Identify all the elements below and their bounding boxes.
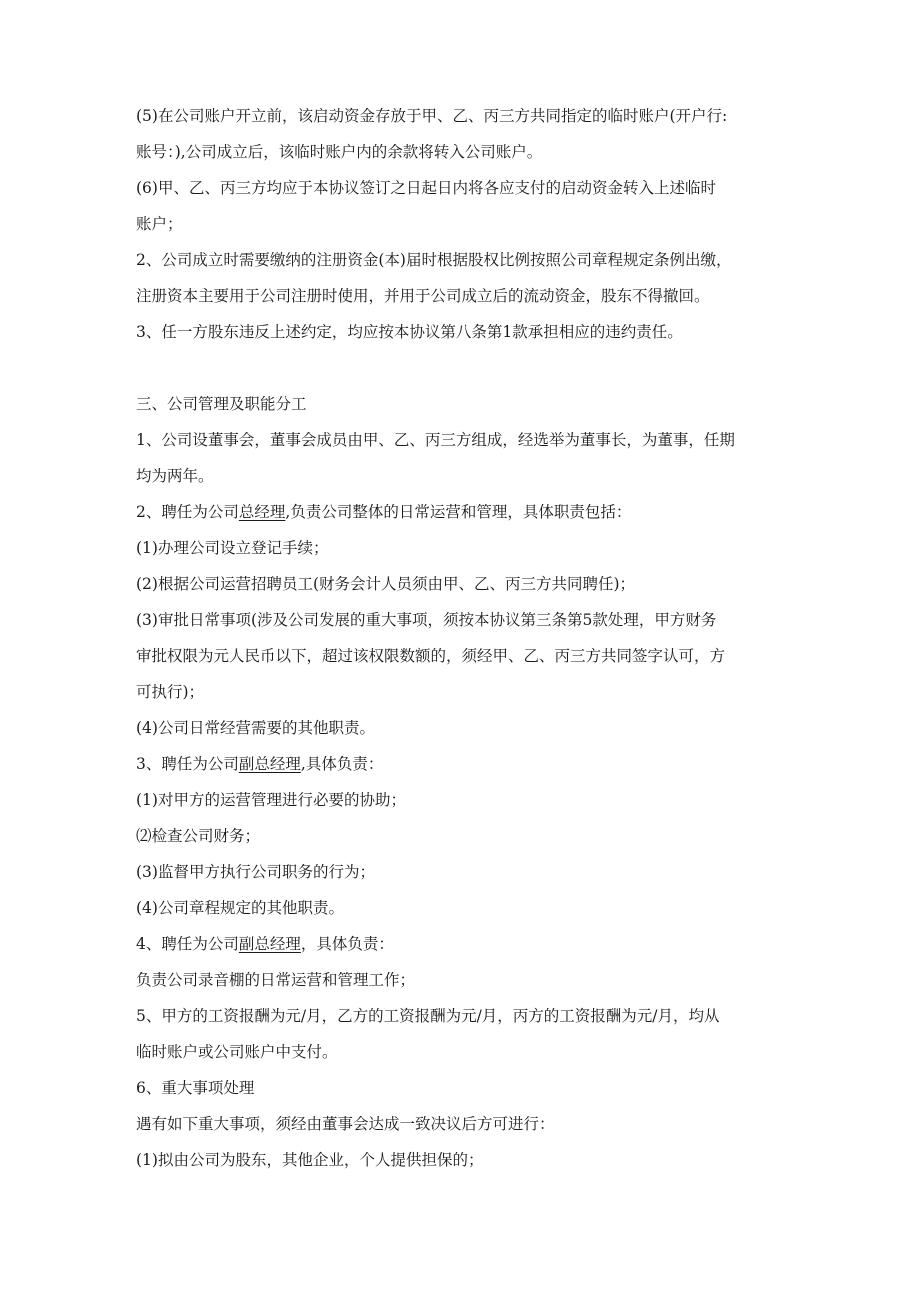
text-run: ,负责公司整体的日常运营和管理，具体职责包括：: [285, 503, 632, 521]
paragraph-line: 遇有如下重大事项，须经由董事会达成一致决议后方可进行：: [136, 1115, 555, 1133]
text-run: ,具体负责：: [300, 755, 384, 773]
paragraph-line: 可执行)；: [136, 683, 205, 701]
paragraph-line: (3)监督甲方执行公司职务的行为；: [136, 863, 375, 881]
text-run: 3、聘任为公司: [136, 755, 239, 773]
paragraph-line: 5、甲方的工资报酬为元/月，乙方的工资报酬为元/月，丙方的工资报酬为元/月，均从: [136, 1007, 720, 1025]
paragraph-line: (5)在公司账户开立前，该启动资金存放于甲、乙、丙三方共同指定的临时账户(开户行:: [136, 107, 728, 125]
paragraph-line: 账户；: [136, 215, 183, 233]
paragraph-line: (4)公司日常经营需要的其他职责。: [136, 719, 375, 737]
paragraph-line: ⑵检查公司财务；: [136, 827, 261, 845]
paragraph-line: [136, 926, 786, 962]
underlined-title: 副总经理: [238, 755, 301, 773]
underlined-title: 总经理: [238, 503, 286, 521]
paragraph-line: 审批权限为元人民币以下，超过该权限数额的，须经甲、乙、丙三方共同签字认可，方: [136, 647, 726, 665]
text-run: ，具体负责：: [300, 935, 394, 953]
paragraph-line: 1、公司设董事会，董事会成员由甲、乙、丙三方组成，经选举为董事长，为董事，任期: [136, 431, 735, 449]
paragraph-line: 账号：),公司成立后，该临时账户内的余款将转入公司账户。: [136, 143, 543, 161]
paragraph-line: 临时账户或公司账户中支付。: [136, 1043, 338, 1061]
paragraph-line: 负责公司录音棚的日常运营和管理工作；: [136, 971, 416, 989]
blank-line: [136, 350, 786, 386]
text-run: 4、聘任为公司: [136, 935, 239, 953]
paragraph-line: 3、任一方股东违反上述约定，均应按本协议第八条第1款承担相应的违约责任。: [136, 323, 683, 341]
paragraph-line: 6、重大事项处理: [136, 1079, 255, 1097]
paragraph-line: (1)办理公司设立登记手续；: [136, 539, 329, 557]
paragraph-line: (6)甲、乙、丙三方均应于本协议签订之日起日内将各应支付的启动资金转入上述临时: [136, 179, 716, 197]
paragraph-line: (4)公司章程规定的其他职责。: [136, 899, 344, 917]
paragraph-line: (2)根据公司运营招聘员工(财务会计人员须由甲、乙、丙三方共同聘任)；: [136, 575, 636, 593]
paragraph-line: 均为两年。: [136, 467, 214, 485]
document-page: [136, 98, 786, 1178]
text-run: 2、聘任为公司: [136, 503, 239, 521]
paragraph-line: [136, 494, 786, 530]
paragraph-line: (3)审批日常事项(涉及公司发展的重大事项，须按本协议第三条第5款处理，甲方财务: [136, 611, 717, 629]
paragraph-line: (1)拟由公司为股东，其他企业，个人提供担保的；: [136, 1151, 484, 1169]
paragraph-line: 注册资本主要用于公司注册时使用，并用于公司成立后的流动资金，股东不得撤回。: [136, 287, 710, 305]
section-heading: 三、公司管理及职能分工: [136, 395, 307, 413]
paragraph-line: [136, 746, 786, 782]
underlined-title: 副总经理: [238, 935, 301, 953]
paragraph-line: 2、公司成立时需要缴纳的注册资金(本)届时根据股权比例按照公司章程规定条例出缴，: [136, 251, 732, 269]
paragraph-line: (1)对甲方的运营管理进行必要的协助；: [136, 791, 406, 809]
